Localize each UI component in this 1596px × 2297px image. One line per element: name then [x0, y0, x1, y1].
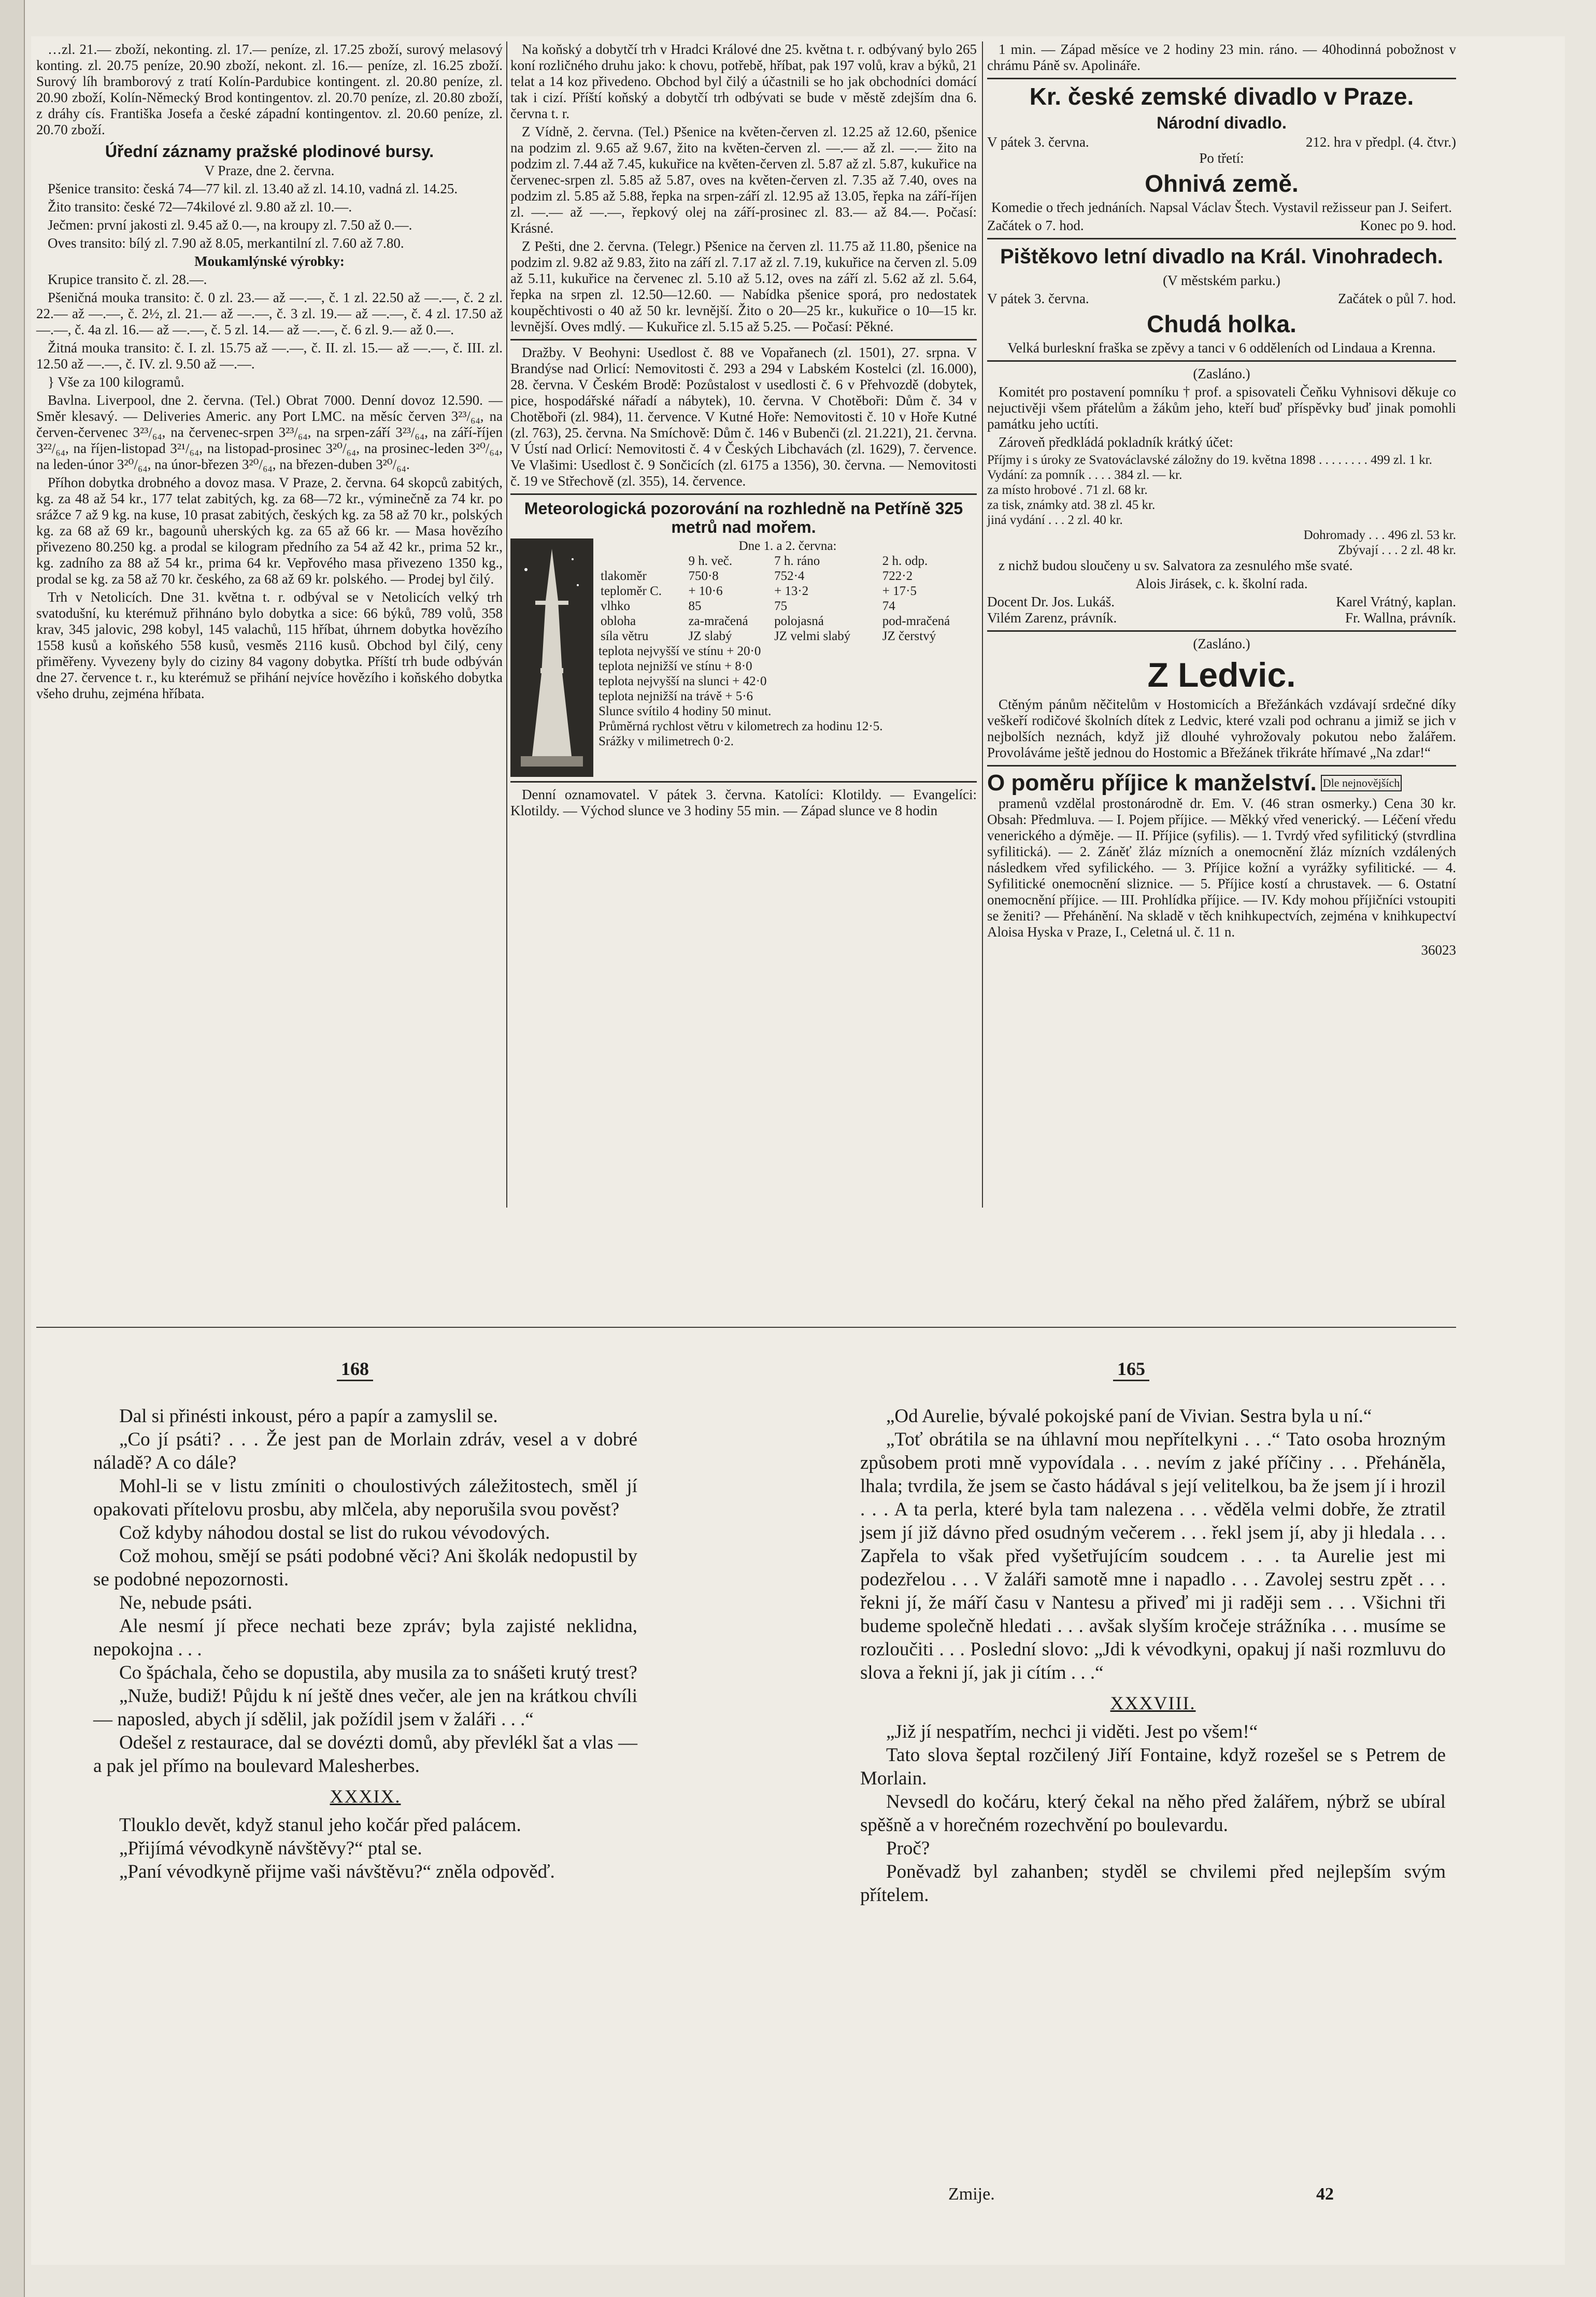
book-paragraph: „Toť obrátila se na úhlavní mou nepřítelkyni . . .“ Tato osoba hrozným způsobem proti mně vypovídala . . . nevím z jaké příčiny . . . Přeháněla, lhala; tvrdila, že jsem se často hádával s její velitelkou, ba že jsem jí i hrozil . . . A ta perla, které byla tam nalezena . . . věděla velmi dobře, že ztratil jsem jí již dávno před osudným večerem . . . řekl jsem jí, aby ji hledala . . . Zapřela to však před vyšetřujícím soudcem . . . ta Aurelie jest mi podezřelou . . . V žaláři samotě mne i napadlo . . . Zavolej sestru zpět . . . řekni jí, že máří času v Nantesu a přiveď mi ji raději sem . . . Všichni tři budeme společně hledati . . . avšak slyším kročeje strážníka . . . musíme se rozloučiti . . . Poslední slovo: „Jdi k vévodkyni, opakuj jí naši rozmluvu do slova a řekni jí, jak ji cítím . . .“ [860, 1429, 1446, 1683]
divider [987, 238, 1456, 239]
signature: Karel Vrátný, kaplan. [1336, 594, 1456, 609]
account-line: Vydání: za pomník . . . . 384 zl. — kr. [987, 468, 1182, 482]
book-paragraph: „Nuže, budiž! Půjdu k ní ještě dnes večer, ale jen na krátkou chvíli — naposled, abych jí sdělil, jak požídil jsem v žaláři . . .“ [93, 1685, 637, 1730]
meteo-cell: JZ slabý [688, 629, 732, 643]
book-paragraph: Tlouklo devět, když stanul jeho kočár před palácem. [119, 1814, 521, 1836]
summer-theatre-begin: Začátek o půl 7. hod. [1338, 291, 1456, 306]
theatre-play: Ohnivá země. [1145, 170, 1299, 197]
book-paragraph: Což kdyby náhodou dostal se list do rukou vévodových. [119, 1522, 550, 1543]
theatre-desc: Komedie o třech jednáních. Napsal Václav Štech. Vystavil režisseur pan J. Seifert. [991, 200, 1452, 215]
meteo-cell: za-mračená [688, 614, 748, 628]
meteo-extra: teplota nejnižší ve stínu + 8·0 [598, 659, 752, 673]
meteo-cell: polojasná [774, 614, 824, 628]
section-divider [36, 1327, 1456, 1328]
meteo-row [598, 569, 977, 584]
book-paragraph: Co špáchala, čeho se dopustila, aby musila za to snášeti krutý trest? [119, 1662, 637, 1683]
exchange-line: Krupice transito č. zl. 28.—. [48, 272, 207, 287]
sent-in-label: (Zasláno.) [1193, 636, 1250, 651]
meteo-label: vlhko [601, 599, 630, 613]
meteo-row [598, 614, 977, 629]
thanks-notice: Komitét pro postavení pomníku † prof. a spisovateli Čeňku Vyhnisovi děkuje co nejuctivěji všem přátelům a žákům jeho, kteří buď příspěvky buď jinak pomohli památku jeho uctíti. [987, 384, 1456, 432]
theatre-subscription: 212. hra v předpl. (4. čtvr.) [1305, 134, 1456, 150]
exchange-line: Žito transito: české 72—74kilové zl. 9.80 až zl. 10.—. [48, 199, 352, 215]
summer-theatre-play: Chudá holka. [1147, 310, 1296, 337]
meteo-extra: Slunce svítilo 4 hodiny 50 minut. [598, 704, 772, 718]
divider [987, 765, 1456, 767]
meteo-cell: 75 [774, 599, 788, 613]
account-line: Příjmy i s úroky ze Svatováclavské záložny do 19. května 1898 . . . . . . . . 499 zl. 1 kr. [987, 453, 1432, 467]
meteo-cell: JZ velmi slabý [774, 629, 851, 643]
book-paragraph: „Paní vévodkyně přijme vaši návštěvu?“ zněla odpověď. [119, 1861, 555, 1882]
meteo-col-head: 7 h. ráno [774, 554, 820, 568]
hradec-market: Na koňský a dobytčí trh v Hradci Králové dne 25. května t. r. odbývaný bylo 265 koní rozličného druhu jako: k chovu, potřebě, hříbat, pak 197 volů, krav a býků, 21 telat a 14 koz přivedeno. Obchod byl čilý a účastnili se ho jak obchodníci domácí tak i cizí. Příští koňský a dobytčí trh odbývati se bude v městě zdejším dna 6. června t. r. [510, 41, 977, 121]
divider [510, 339, 977, 341]
meteo-label: síla větru [601, 629, 649, 643]
meteo-label: obloha [601, 614, 636, 628]
meteo-cell: 722·2 [882, 569, 913, 583]
theatre-title: Kr. české zemské divadlo v Praze. [1029, 83, 1414, 110]
meteo-label: teploměr C. [601, 584, 662, 598]
signature: Vilém Zarenz, právník. [987, 610, 1117, 626]
meteo-extra: teplota nejvyšší na slunci + 42·0 [598, 674, 767, 688]
chapter-heading: XXXIX. [330, 1786, 401, 1807]
account-line: Dohromady . . . 496 zl. 53 kr. [1303, 528, 1456, 542]
divider [987, 360, 1456, 362]
column-markets-2 [510, 41, 977, 821]
summer-theatre-title: Pištěkovo letní divadlo na Král. Vinohradech. [1000, 245, 1444, 268]
book-paragraph: „Přijímá vévodkyně návštěvy?“ ptal se. [119, 1838, 422, 1859]
account-line: za místo hrobové . 71 zl. 68 kr. [987, 483, 1148, 497]
divider [510, 781, 977, 783]
book-ad-text: pramenů vzdělal prostonárodně dr. Em. V. (46 stran osmerky.) Cena 30 kr. Obsah: Předmluva. — I. Pojem příjice. — Měkký vřed venerický. — Léčení vředu venerického a dýměje. — II. Příjice (syfilis). — 1. Tvrdý vřed syfilitický (stvrdlina syfilitická). — 2. Záněť žláz mízních a onemocnění žláz mízních vzdálených následkem vřed syfilického. — 3. Příjice kožní a vyrážky syfilitické. — 4. Syfilitické onemocnění sliznice. — 5. Příjice kostí a chrustavek. — 6. Ostatní onemocnění příjice. — III. Prohlídka příjice. — IV. Kdy mohou příjičníci vstoupiti se ženiti? — Přehánění. Na skladě v těch knihkupectvích, zejména v knihkupectví Aloisa Hyska v Praze, I., Celetná ul. č. 11 n. [987, 796, 1456, 940]
exchange-line: Ječmen: první jakosti zl. 9.45 až 0.—, na kroupy zl. 7.50 až 0.—. [48, 217, 412, 233]
meteo-date: Dne 1. a 2. června: [738, 539, 837, 553]
exchange-heading: Úřední záznamy pražské plodinové bursy. [105, 142, 434, 161]
signature-mark: Zmije. [948, 2185, 995, 2204]
meteo-heading: Meteorologická pozorování na rozhledně na Petříně 325 metrů nad mořem. [524, 499, 963, 536]
meteo-label: tlakoměr [601, 569, 647, 583]
theatre-begin: Začátek o 7. hod. [987, 218, 1084, 233]
ledvice-heading: Z Ledvic. [1147, 656, 1296, 694]
meteo-row [598, 599, 977, 614]
accounts-note: z nichž budou sloučeny u sv. Salvatora za zesnulého mše svaté. [999, 558, 1353, 573]
book-paragraph: Což mohou, smějí se psáti podobné věci? Ani školák nedopustil by se podobné nepozornosti. [93, 1545, 637, 1590]
book-paragraph: Odešel z restaurace, dal se dovézti domů, aby převlékl šat a vlas — a pak jel přímo na boulevard Malesherbes. [93, 1732, 637, 1777]
meteo-cell: 752·4 [774, 569, 805, 583]
meteo-cell: + 17·5 [882, 584, 917, 598]
exchange-line: Moukamlýnské výrobky: [194, 253, 345, 269]
market-sugar-spirit: …zl. 21.— zboží, nekonting. zl. 17.— peníze, zl. 17.25 zboží, surový melasový konting. zl. 20.75 peníze, 20.90 zboží, nekont. zl. 16.— peníze, zl. 16.25 zboží. Surový líh bramborový z tratí Kolín-Pardubice kontingent. zl. 20.80 peníze, zl. 20.90 zboží, Kolín-Německý Brod kontingentov. zl. 20.70 peníze, zl. 20.80 zboží, z dráhy cís. Františka Josefa a české západní kontingentov. zl. 20.60 peníze, zl. 20.70 zboží. [36, 41, 503, 137]
signature: Alois Jirásek, c. k. školní rada. [1135, 576, 1308, 591]
book-paragraph: Mohl-li se v listu zmíniti o choulostivých záležitostech, směl jí opakovati přítelovu prosbu, aby mlčela, aby neporušila svou pověst? [93, 1476, 637, 1520]
book-paragraph: „Od Aurelie, bývalé pokojské paní de Vivian. Sestra byla u ní.“ [886, 1406, 1372, 1427]
book-ad-title: O poměru příjice k manželství. [987, 770, 1317, 796]
meteo-cell: pod-mračená [882, 614, 950, 628]
column-divider [506, 41, 507, 1208]
meteo-col-head: 2 h. odp. [882, 554, 928, 568]
sent-in-label: (Zasláno.) [1193, 366, 1250, 381]
page-number-left: 168 [337, 1358, 373, 1381]
meteo-col-head: 9 h. več. [688, 554, 733, 568]
exchange-place: V Praze, dne 2. června. [204, 163, 335, 178]
column-divider [982, 41, 983, 1208]
exchange-line: Pšeničná mouka transito: č. 0 zl. 23.— až —.—, č. 1 zl. 22.50 až —.—, č. 2 zl. 22.— až —.—, č. 2½, zl. 21.— až —.—, č. 3 zl. 19.— až —.—, č. 4 zl. 17.50 až —.—, č. 4a zl. 16.— až —.—, č. 5 zl. 14.— až —.—, č. 6 zl. 9.— až 0.—. [36, 290, 503, 337]
divider [510, 493, 977, 495]
signature-number: 42 [1316, 2185, 1334, 2204]
book-paragraph: Poněvadž byl zahanben; styděl se chvilemi před nejlepším svým přítelem. [860, 1861, 1446, 1906]
page-number-right: 165 [1113, 1358, 1149, 1381]
exchange-line: Pšenice transito: česká 74—77 kil. zl. 13.40 až zl. 14.10, vadná zl. 14.25. [48, 181, 458, 196]
vienna-report: Z Vídně, 2. června. (Tel.) Pšenice na květen-červen zl. 12.25 až 12.60, pšenice na podzim zl. 9.65 až 9.67, žito na květen-červen zl. —.— až zl. —.— žito na podzim zl. 7.44 až 7.45, kukuřice na květen-červen zl. 5.87 až zl. 5.87, kukuřice na červenec-srpen zl. 5.85 až 5.87, oves na květen-červen zl. 7.35 až 7.40, oves na podzim zl. 5.85 až 5.88, řepka na srpen-září zl. 12.95 až 13.05, řepka na září-říjen zl. —.— až —.—, řepkový olej na září-prosinec zl. 83.— až 84.—. Počasí: Krásné. [510, 124, 977, 236]
exchange-line: } Vše za 100 kilogramů. [48, 374, 184, 390]
ad-code: 36023 [1421, 942, 1456, 958]
theatre-date: V pátek 3. června. [987, 134, 1089, 150]
column-notices [987, 41, 1456, 960]
meteo-extra: Srážky v milimetrech 0·2. [598, 734, 734, 748]
exchange-line: Oves transito: bílý zl. 7.90 až 8.05, merkantilní zl. 7.60 až 7.80. [48, 235, 404, 251]
summer-theatre-date: V pátek 3. června. [987, 291, 1089, 306]
meteo-block [510, 538, 977, 777]
book-paragraph: Tato slova šeptal rozčilený Jiří Fontaine, když rozešel se s Petrem de Morlain. [860, 1745, 1446, 1789]
accounts-list [987, 452, 1456, 558]
meteo-cell: 750·8 [688, 569, 719, 583]
cotton-report: Bavlna. Liverpool, dne 2. června. (Tel.) Obrat 7000. Denní dovoz 12.590. — Směr klesavý. — Deliveries Americ. any Port LMC. na měsíc červen 3²³/₆₄, na červen-červenec 3²³/₆₄, na červenec-srpen 3²³/₆₄, na srpen-září 3²³/₆₄, na září-říjen 3²²/₆₄, na říjen-listopad 3²¹/₆₄, na listopad-prosinec 3²⁰/₆₄, na prosinec-leden 3²⁰/₆₄, na leden-únor 3²⁰/₆₄, na únor-březen 3²⁰/₆₄, na březen-duben 3²⁰/₆₄. [36, 392, 503, 472]
daily-calendar: Denní oznamovatel. V pátek 3. června. Katolíci: Klotildy. — Evangelíci: Klotildy. — Východ slunce ve 3 hodiny 55 min. — Západ slunce ve 8 hodin [510, 787, 977, 818]
auctions: Dražby. V Beohyni: Usedlost č. 88 ve Vopařanech (zl. 1501), 27. srpna. V Brandýse nad Orlicí: Nemovitosti č. 293 a 294 v Labském Kostelci (zl. 16.000), 28. června. V Českém Brodě: Pozůstalost v usedlosti č. 6 v Přehvozdě (dobytek, pice, hospodářské nářadí a nábytek), 10. června. V Chotěboři: Dům č. 34 v Chotěboři (zl. 984), 11. července. V Kutné Hoře: Nemovitosti č. 10 v Hoře Kutné (zl. 763), 25. června. Na Smíchově: Dům č. 146 v Bubenči (zl. 21.221), 21. června. V Ústí nad Orlicí: Nemovitosti č. 4 v Českých Libchavách (zl. 1629), 7. července. Ve Vlašimi: Usedlost č. 9 Sončicích (zl. 6175 a 1356), 30. června. — Nemovitosti č. 19 ve Střechově (zl. 355), 14. července. [510, 345, 977, 489]
book-page-right [860, 1405, 1446, 1907]
book-paragraph: Proč? [886, 1838, 930, 1859]
divider [987, 630, 1456, 632]
theatre-note: Po třetí: [1199, 150, 1244, 166]
meteo-extra: Průměrná rychlost větru v kilometrech za hodinu 12·5. [598, 719, 883, 733]
netolice-market: Trh v Netolicích. Dne 31. května t. r. odbýval se v Netolicích velký trh svatodušní, ku kterémuž přihnáno bylo dobytka a sice: 66 býků, 789 volů, 358 krav, 345 jalovic, 298 kobyl, 145 valachů, 115 hříbat, úhrnem dobytka hovězího 1558 kusů a koňského 558 kusů, vesměs 2116 kusů. Obchod byl čilý, ceny přiměřeny. Vyvezeny byly do ciziny 84 vagony dobytka. Příští trh bude odbýván dne 27. července t. r., ku kterémuž se přihání nejvíce hovězího i koňského dobytka všeho druhu, zejména hříbata. [36, 589, 503, 701]
ledvice-text: Ctěným pánům něčitelům v Hostomicích a Břežánkách vzdávají srdečné díky veškeří rodičové školních dítek z Ledvic, které vzali pod ochranu a jimiž se jich v nejbolších neznách, když již dlouhé vyhrožovaly pokutou nebo žalářem. Provoláváme ještě jednou do Hostomic a Břežánek třikráte hřímavé „Na zdar!“ [987, 697, 1456, 760]
book-ad-badge: Dle nejnovějších [1321, 775, 1402, 791]
book-paragraph: Ale nesmí jí přece nechati beze zpráv; byla zajisté neklidna, nepokojna . . . [93, 1615, 637, 1660]
signature: Fr. Wallna, právník. [1345, 610, 1456, 626]
theatre-end: Konec po 9. hod. [1360, 218, 1456, 233]
moon-notice: 1 min. — Západ měsíce ve 2 hodiny 23 min. ráno. — 40hodinná pobožnost v chrámu Páně sv. Apolináře. [987, 41, 1456, 73]
book-page-left [93, 1405, 637, 1883]
summer-theatre-desc: Velká burleskní fraška se zpěvy a tanci v 6 odděleních od Lindaua a Krenna. [1007, 340, 1436, 356]
cattle-meat-report: Příhon dobytka drobného a dovoz masa. V Praze, 2. června. 64 skopců zabitých, kg. za 48 až 54 kr., 177 telat zabitých, kg. za 68—72 kr., výminečně za 74 kr. po srážce 7 až 9 kg. na kuse, 10 prasat zabitých, českých kg. za 58 až 70 kr., polských kg. za 68 až 69 kr., bagounů uherských kg. za 65 až 66 kr. — Masa hovězího přivezeno 80.250 kg. a prodal se kilogram předního za 54 až 42 kr., prima 52 kr., kg. zadního za 88 až 54 kr., prima 64 kr. Vepřového masa přivezeno 1350 kg., prodal se kg. za 58 až 70 kr. českého, za 68 až 69 kr. polského. — Prodej byl čilý. [36, 475, 503, 587]
meteo-extra: teplota nejnižší na trávě + 5·6 [598, 689, 753, 703]
book-paragraph: Nevsedl do kočáru, který čekal na něho před žalářem, nýbrž se ubíral spěšně a v horečném rozechvění po boulevardu. [860, 1791, 1446, 1836]
divider [987, 78, 1456, 79]
meteo-row [598, 629, 977, 644]
book-paragraph: „Co jí psáti? . . . Že jest pan de Morlain zdráv, vesel a v dobré náladě? A co dále? [93, 1429, 637, 1473]
meteo-table [598, 554, 977, 644]
exchange-line: Žitná mouka transito: č. I. zl. 15.75 až —.—, č. II. zl. 15.— až —.—, č. III. zl. 12.50 až —.—, č. IV. zl. 9.50 až —.—. [36, 340, 503, 372]
signature: Docent Dr. Jos. Lukáš. [987, 594, 1115, 609]
summer-theatre-sub: (V městském parku.) [1163, 273, 1280, 288]
account-line: Zbývají . . . 2 zl. 48 kr. [1338, 543, 1456, 557]
column-markets [36, 41, 503, 704]
meteo-row [598, 584, 977, 599]
meteo-extra: teplota nejvyšší ve stínu + 20·0 [598, 644, 761, 658]
meteo-cell: + 13·2 [774, 584, 809, 598]
meteo-cell: 74 [882, 599, 895, 613]
book-paragraph: „Již jí nespatřím, nechci ji viděti. Jest po všem!“ [886, 1721, 1258, 1742]
accounts-intro: Zároveň předkládá pokladník krátký účet: [999, 434, 1233, 450]
book-paragraph: Dal si přinésti inkoust, péro a papír a zamyslil se. [119, 1406, 498, 1427]
meteo-cell: JZ čerstvý [882, 629, 936, 643]
petrin-tower-icon [510, 538, 593, 777]
chapter-heading: XXXVIII. [1110, 1693, 1196, 1713]
account-line: jiná vydání . . . 2 zl. 40 kr. [987, 513, 1123, 527]
meteo-cell: 85 [688, 599, 702, 613]
pest-report: Z Pešti, dne 2. června. (Telegr.) Pšenice na červen zl. 11.75 až 11.80, pšenice na podzim zl. 9.82 až 9.83, žito na září zl. 7.17 až zl. 7.19, kukuřice na červen zl. 5.09 až 5.11, kukuřice na červenec zl. 5.10 až 5.12, oves na září zl. 5.62 až zl. 5.64, řepka na srpen zl. 12.50—12.60. — Nabídka pšenice sporá, pro nedostatek koupěchtivosti o 40 až 50 kr. levnější. Žito o 20—25 kr., kukuřice o 10—15 kr. levnější. Oves mdlý. — Kukuřice zl. 5.15 až 5.25. — Počasí: Pěkné. [510, 238, 977, 334]
theatre-subtitle: Národní divadlo. [1157, 114, 1287, 132]
meteo-cell: + 10·6 [688, 584, 723, 598]
book-paragraph: Ne, nebude psáti. [119, 1592, 252, 1613]
account-line: za tisk, známky atd. 38 zl. 45 kr. [987, 498, 1156, 512]
binding-edge [0, 0, 25, 2297]
